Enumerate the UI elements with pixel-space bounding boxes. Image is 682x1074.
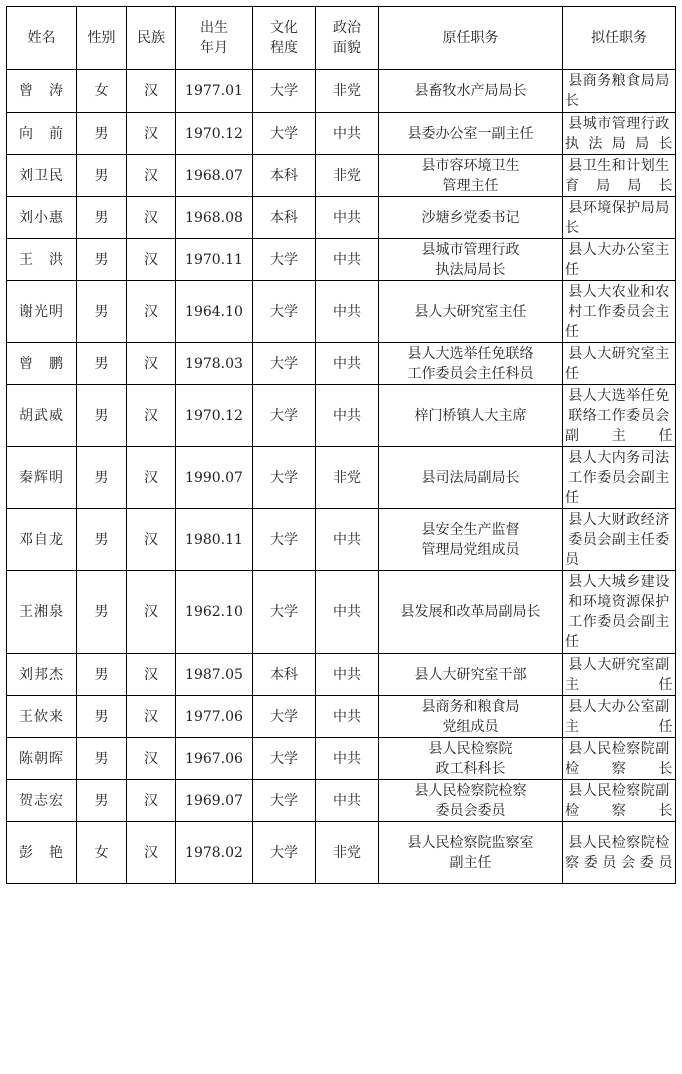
cell-education: 大学 (253, 281, 316, 343)
cell-birth: 1964.10 (176, 281, 253, 343)
header-row (7, 7, 676, 70)
cell-name: 曾 鹏 (7, 343, 77, 385)
cell-gender: 男 (77, 197, 127, 239)
cell-politics: 非党 (316, 447, 379, 509)
cell-birth: 1968.07 (176, 155, 253, 197)
cell-ethnicity: 汉 (127, 447, 176, 509)
cell-former-post: 县人民检察院检察 委员会委员 (379, 780, 563, 822)
cell-politics: 非党 (316, 822, 379, 884)
cell-former-post: 县畜牧水产局局长 (379, 70, 563, 113)
cell-former-post: 县人民检察院监察室 副主任 (379, 822, 563, 884)
cell-politics: 中共 (316, 509, 379, 571)
cell-ethnicity: 汉 (127, 571, 176, 654)
cell-politics: 中共 (316, 281, 379, 343)
header-gender: 性别 (77, 7, 127, 70)
cell-politics: 中共 (316, 654, 379, 696)
cell-education: 大学 (253, 738, 316, 780)
cell-gender: 男 (77, 509, 127, 571)
cell-name: 谢光明 (7, 281, 77, 343)
header-politics: 政治 面貌 (316, 7, 379, 70)
header-birth: 出生 年月 (176, 7, 253, 70)
cell-former-post: 县人民检察院 政工科科长 (379, 738, 563, 780)
cell-ethnicity: 汉 (127, 343, 176, 385)
cell-politics: 中共 (316, 780, 379, 822)
cell-proposed-post: 县人大城乡建设和环境资源保护工作委员会副主任 (563, 571, 676, 654)
cell-ethnicity: 汉 (127, 281, 176, 343)
cell-gender: 男 (77, 780, 127, 822)
cell-education: 本科 (253, 155, 316, 197)
header-education: 文化 程度 (253, 7, 316, 70)
cell-gender: 男 (77, 281, 127, 343)
cell-name: 秦辉明 (7, 447, 77, 509)
cell-gender: 女 (77, 70, 127, 113)
cell-ethnicity: 汉 (127, 822, 176, 884)
cell-former-post: 县市容环境卫生 管理主任 (379, 155, 563, 197)
table-row (7, 696, 676, 738)
cell-name: 王 洪 (7, 239, 77, 281)
cell-name: 曾 涛 (7, 70, 77, 113)
cell-former-post: 县商务和粮食局 党组成员 (379, 696, 563, 738)
cell-former-post: 县委办公室一副主任 (379, 113, 563, 155)
cell-ethnicity: 汉 (127, 155, 176, 197)
cell-name: 王佽来 (7, 696, 77, 738)
table-row (7, 822, 676, 884)
table-row (7, 447, 676, 509)
cell-education: 大学 (253, 343, 316, 385)
table-row (7, 343, 676, 385)
cell-ethnicity: 汉 (127, 385, 176, 447)
cell-proposed-post: 县卫生和计划生育局局长 (563, 155, 676, 197)
cell-former-post: 县城市管理行政 执法局局长 (379, 239, 563, 281)
cell-birth: 1978.03 (176, 343, 253, 385)
cell-politics: 中共 (316, 738, 379, 780)
cell-birth: 1978.02 (176, 822, 253, 884)
cell-ethnicity: 汉 (127, 780, 176, 822)
cell-politics: 中共 (316, 696, 379, 738)
cell-birth: 1970.12 (176, 385, 253, 447)
cell-proposed-post: 县人大研究室副主任 (563, 654, 676, 696)
cell-education: 本科 (253, 197, 316, 239)
cell-proposed-post: 县人大农业和农村工作委员会主任 (563, 281, 676, 343)
cell-former-post: 县安全生产监督 管理局党组成员 (379, 509, 563, 571)
cell-education: 大学 (253, 780, 316, 822)
cell-education: 大学 (253, 447, 316, 509)
cell-proposed-post: 县人大办公室主任 (563, 239, 676, 281)
cell-birth: 1987.05 (176, 654, 253, 696)
cell-former-post: 县发展和改革局副局长 (379, 571, 563, 654)
cell-former-post: 县人大选举任免联络 工作委员会主任科员 (379, 343, 563, 385)
cell-former-post: 县司法局副局长 (379, 447, 563, 509)
cell-gender: 男 (77, 239, 127, 281)
header-ethnicity: 民族 (127, 7, 176, 70)
cell-education: 大学 (253, 70, 316, 113)
cell-gender: 女 (77, 822, 127, 884)
cell-birth: 1977.01 (176, 70, 253, 113)
cell-ethnicity: 汉 (127, 509, 176, 571)
cell-proposed-post: 县环境保护局局长 (563, 197, 676, 239)
cell-politics: 中共 (316, 197, 379, 239)
cell-ethnicity: 汉 (127, 654, 176, 696)
cell-gender: 男 (77, 155, 127, 197)
table-row (7, 509, 676, 571)
cell-gender: 男 (77, 113, 127, 155)
cell-gender: 男 (77, 696, 127, 738)
cell-politics: 中共 (316, 571, 379, 654)
cell-ethnicity: 汉 (127, 239, 176, 281)
cell-birth: 1970.12 (176, 113, 253, 155)
cell-ethnicity: 汉 (127, 70, 176, 113)
header-name: 姓名 (7, 7, 77, 70)
table-row (7, 281, 676, 343)
table-body (7, 70, 676, 884)
cell-education: 大学 (253, 696, 316, 738)
cell-gender: 男 (77, 654, 127, 696)
cell-proposed-post: 县商务粮食局局长 (563, 70, 676, 113)
header-former-post: 原任职务 (379, 7, 563, 70)
cell-name: 王湘泉 (7, 571, 77, 654)
cell-proposed-post: 县人大研究室主任 (563, 343, 676, 385)
cell-name: 刘卫民 (7, 155, 77, 197)
table-row (7, 738, 676, 780)
table-row (7, 239, 676, 281)
cell-birth: 1968.08 (176, 197, 253, 239)
cell-education: 大学 (253, 113, 316, 155)
cell-gender: 男 (77, 385, 127, 447)
cell-birth: 1962.10 (176, 571, 253, 654)
cell-name: 向 前 (7, 113, 77, 155)
cell-politics: 中共 (316, 113, 379, 155)
cell-ethnicity: 汉 (127, 197, 176, 239)
cell-birth: 1977.06 (176, 696, 253, 738)
cell-ethnicity: 汉 (127, 738, 176, 780)
table-row (7, 155, 676, 197)
table-row (7, 780, 676, 822)
cell-education: 大学 (253, 509, 316, 571)
header-proposed-post: 拟任职务 (563, 7, 676, 70)
cell-proposed-post: 县人大选举任免联络工作委员会副主任 (563, 385, 676, 447)
cell-name: 邓自龙 (7, 509, 77, 571)
cell-education: 大学 (253, 822, 316, 884)
cell-politics: 中共 (316, 239, 379, 281)
cell-birth: 1980.11 (176, 509, 253, 571)
cell-name: 刘小惠 (7, 197, 77, 239)
cell-name: 陈朝晖 (7, 738, 77, 780)
cell-politics: 中共 (316, 385, 379, 447)
cell-gender: 男 (77, 447, 127, 509)
cell-politics: 非党 (316, 155, 379, 197)
cell-education: 大学 (253, 239, 316, 281)
cell-proposed-post: 县人大内务司法工作委员会副主任 (563, 447, 676, 509)
cell-former-post: 县人大研究室干部 (379, 654, 563, 696)
cell-ethnicity: 汉 (127, 696, 176, 738)
table-row (7, 654, 676, 696)
table-row (7, 571, 676, 654)
cell-politics: 非党 (316, 70, 379, 113)
cell-education: 大学 (253, 385, 316, 447)
cell-proposed-post: 县人大财政经济委员会副主任委员 (563, 509, 676, 571)
cell-name: 彭 艳 (7, 822, 77, 884)
cell-name: 贺志宏 (7, 780, 77, 822)
table-row (7, 113, 676, 155)
cell-birth: 1967.06 (176, 738, 253, 780)
cell-proposed-post: 县人大办公室副主任 (563, 696, 676, 738)
cell-ethnicity: 汉 (127, 113, 176, 155)
cell-education: 大学 (253, 571, 316, 654)
cell-gender: 男 (77, 343, 127, 385)
table-row (7, 385, 676, 447)
table-row (7, 197, 676, 239)
cell-birth: 1970.11 (176, 239, 253, 281)
cell-gender: 男 (77, 571, 127, 654)
appointment-table (6, 6, 676, 884)
cell-proposed-post: 县城市管理行政执法局局长 (563, 113, 676, 155)
cell-former-post: 梓门桥镇人大主席 (379, 385, 563, 447)
cell-name: 刘邦杰 (7, 654, 77, 696)
cell-proposed-post: 县人民检察院检察委员会委员 (563, 822, 676, 884)
cell-birth: 1969.07 (176, 780, 253, 822)
cell-gender: 男 (77, 738, 127, 780)
cell-birth: 1990.07 (176, 447, 253, 509)
cell-politics: 中共 (316, 343, 379, 385)
cell-former-post: 县人大研究室主任 (379, 281, 563, 343)
cell-former-post: 沙塘乡党委书记 (379, 197, 563, 239)
cell-name: 胡武威 (7, 385, 77, 447)
cell-proposed-post: 县人民检察院副检察长 (563, 780, 676, 822)
cell-education: 本科 (253, 654, 316, 696)
cell-proposed-post: 县人民检察院副检察长 (563, 738, 676, 780)
table-row (7, 70, 676, 113)
